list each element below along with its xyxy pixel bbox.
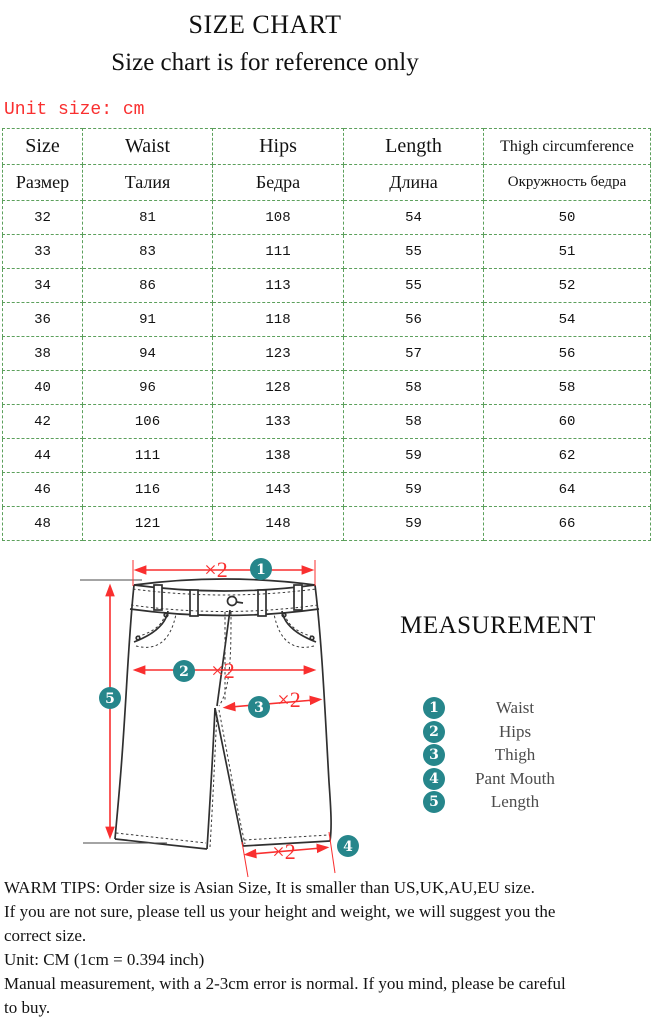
size-cell: 36 [3, 303, 83, 337]
legend-number-badge: 4 [423, 768, 445, 790]
size-cell: 138 [213, 439, 344, 473]
waist-x2-label: ×2 [204, 557, 228, 582]
warm-tips-line: correct size. [4, 926, 87, 945]
svg-text:5: 5 [105, 691, 115, 707]
legend-item-thigh [388, 744, 608, 766]
col-header-hips-ru: Бедра [213, 165, 344, 201]
table-row [3, 269, 651, 303]
legend-label: Thigh [494, 745, 536, 764]
col-header-hips: Hips [213, 129, 344, 165]
size-cell: 66 [484, 507, 651, 541]
table-row [3, 405, 651, 439]
table-row [3, 473, 651, 507]
size-cell: 52 [484, 269, 651, 303]
table-row [3, 337, 651, 371]
marker-badge-2 [173, 660, 195, 682]
size-cell: 128 [213, 371, 344, 405]
warm-tips-line: to buy. [4, 998, 51, 1017]
size-cell: 44 [3, 439, 83, 473]
size-cell: 59 [344, 507, 484, 541]
table-row [3, 235, 651, 269]
legend-number-badge: 3 [423, 744, 445, 766]
size-cell: 51 [484, 235, 651, 269]
size-cell: 55 [344, 269, 484, 303]
size-cell: 111 [83, 439, 213, 473]
size-cell: 81 [83, 201, 213, 235]
shorts-body [115, 585, 331, 849]
title-block [0, 10, 530, 77]
legend-number-badge: 5 [423, 791, 445, 813]
legend-label: Length [490, 792, 540, 811]
col-header-waist: Waist [83, 129, 213, 165]
size-cell: 118 [213, 303, 344, 337]
unit-note: Unit size: cm [4, 100, 145, 120]
thigh-x2-label: ×2 [277, 687, 301, 712]
col-header-thigh-ru: Окружность бедра [484, 165, 651, 201]
size-cell: 46 [3, 473, 83, 507]
size-cell: 91 [83, 303, 213, 337]
legend-label: Pant Mouth [475, 768, 555, 788]
size-cell: 34 [3, 269, 83, 303]
size-cell: 32 [3, 201, 83, 235]
marker-badge-1 [250, 558, 272, 580]
measurement-legend [388, 697, 608, 815]
size-cell: 143 [213, 473, 344, 507]
table-row [3, 201, 651, 235]
col-header-size: Size [3, 129, 83, 165]
size-cell: 106 [83, 405, 213, 439]
pant-mouth-x2-label: ×2 [272, 839, 296, 864]
table-header-row-ru [3, 165, 651, 201]
size-cell: 83 [83, 235, 213, 269]
svg-text:4: 4 [343, 839, 353, 855]
size-cell: 148 [213, 507, 344, 541]
size-cell: 56 [344, 303, 484, 337]
col-header-length: Length [344, 129, 484, 165]
table-row [3, 507, 651, 541]
page-subtitle: Size chart is for reference only [111, 49, 419, 76]
table-header-row-en [3, 129, 651, 165]
size-cell: 50 [484, 201, 651, 235]
size-cell: 111 [213, 235, 344, 269]
size-cell: 55 [344, 235, 484, 269]
size-cell: 56 [484, 337, 651, 371]
size-cell: 86 [83, 269, 213, 303]
warm-tips-line: If you are not sure, please tell us your height and weight, we will suggest you the [4, 902, 556, 921]
legend-number-badge: 1 [423, 697, 445, 719]
legend-number-badge: 2 [423, 721, 445, 743]
shorts-measurement-diagram [80, 552, 370, 882]
size-cell: 94 [83, 337, 213, 371]
size-cell: 133 [213, 405, 344, 439]
legend-item-length [388, 791, 608, 813]
size-cell: 64 [484, 473, 651, 507]
svg-text:2: 2 [179, 664, 189, 680]
marker-badge-5 [99, 687, 121, 709]
warm-tips-line: Unit: CM (1cm = 0.394 inch) [4, 950, 205, 969]
size-cell: 42 [3, 405, 83, 439]
belt-loop [294, 585, 302, 610]
size-cell: 113 [213, 269, 344, 303]
belt-loop [154, 585, 162, 610]
size-cell: 54 [484, 303, 651, 337]
warm-tips-line: Manual measurement, with a 2-3cm error is normal. If you mind, please be careful [4, 974, 566, 993]
svg-text:1: 1 [256, 562, 266, 578]
size-cell: 96 [83, 371, 213, 405]
size-cell: 58 [344, 405, 484, 439]
table-row [3, 371, 651, 405]
size-cell: 54 [344, 201, 484, 235]
size-cell: 108 [213, 201, 344, 235]
col-header-waist-ru: Талия [83, 165, 213, 201]
measurement-title: MEASUREMENT [400, 612, 596, 639]
legend-label: Hips [498, 721, 532, 741]
warm-tips [4, 876, 652, 1020]
col-header-size-ru: Размер [3, 165, 83, 201]
size-cell: 62 [484, 439, 651, 473]
table-row [3, 303, 651, 337]
col-header-length-ru: Длина [344, 165, 484, 201]
size-table-body [3, 201, 651, 541]
size-cell: 57 [344, 337, 484, 371]
size-cell: 60 [484, 405, 651, 439]
size-cell: 40 [3, 371, 83, 405]
hips-x2-label: ×2 [211, 658, 235, 683]
marker-badge-3 [248, 696, 270, 718]
table-row [3, 439, 651, 473]
col-header-thigh: Thigh circumference [484, 129, 651, 165]
size-cell: 123 [213, 337, 344, 371]
size-cell: 59 [344, 439, 484, 473]
legend-item-waist [388, 697, 608, 719]
size-cell: 38 [3, 337, 83, 371]
size-cell: 58 [484, 371, 651, 405]
size-cell: 116 [83, 473, 213, 507]
page-title: SIZE CHART [188, 10, 342, 39]
legend-item-pant-mouth [388, 768, 608, 790]
size-cell: 59 [344, 473, 484, 507]
legend-item-hips [388, 721, 608, 743]
size-cell: 121 [83, 507, 213, 541]
size-cell: 33 [3, 235, 83, 269]
warm-tips-line: WARM TIPS: Order size is Asian Size, It is smaller than US,UK,AU,EU size. [4, 878, 535, 897]
marker-badge-4 [337, 835, 359, 857]
size-table [2, 128, 651, 541]
legend-label: Waist [495, 698, 535, 717]
size-cell: 48 [3, 507, 83, 541]
svg-text:3: 3 [254, 700, 264, 716]
size-cell: 58 [344, 371, 484, 405]
